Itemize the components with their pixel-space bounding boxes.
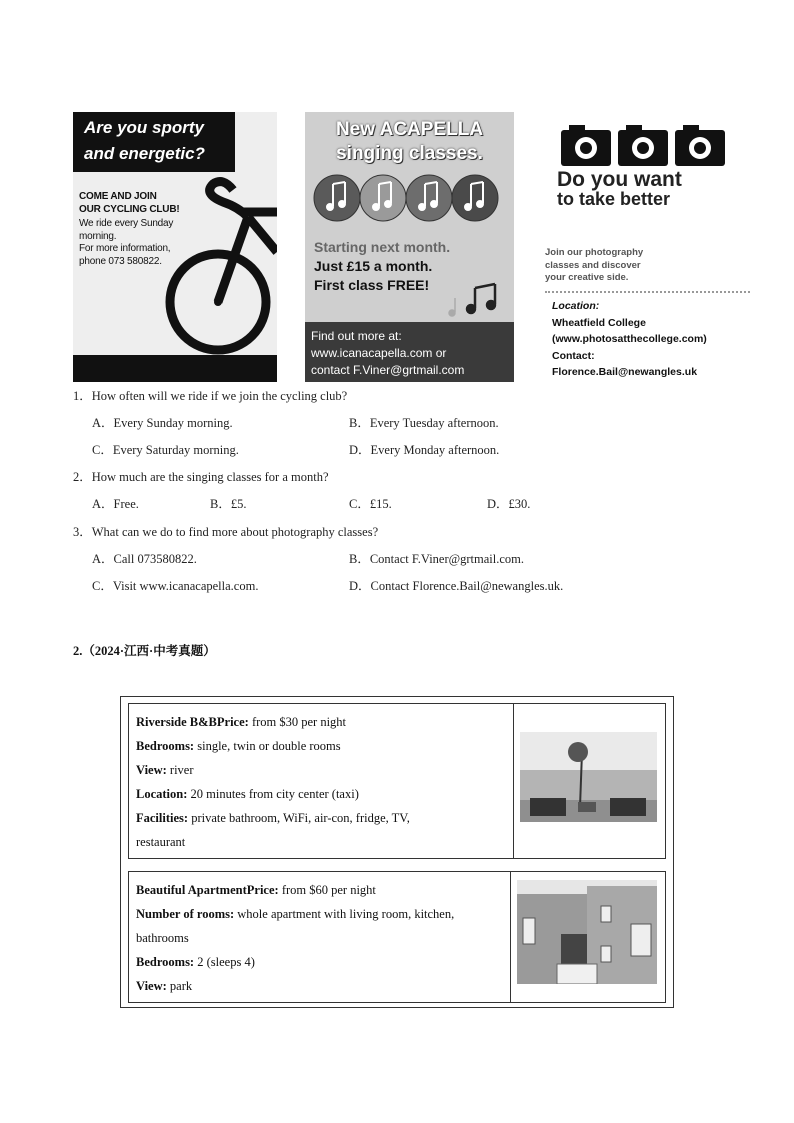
option-c[interactable]: C．Every Saturday morning.	[92, 443, 239, 457]
acapella-title	[305, 118, 514, 166]
detail-row	[136, 974, 454, 998]
detail-label: Bedrooms:	[136, 955, 195, 969]
detail-value: bathrooms	[136, 931, 189, 945]
dotted-divider	[545, 291, 750, 293]
acapella-title-line: New ACAPELLA	[335, 119, 484, 140]
photo-join-line: classes and discover	[545, 259, 641, 271]
acapella-ad	[305, 112, 514, 382]
music-note-bubbles	[313, 172, 508, 234]
photography-ad	[545, 118, 755, 383]
column-divider	[513, 704, 514, 858]
cycling-heading: COME AND JOIN	[79, 191, 157, 202]
photo-headline	[557, 170, 682, 208]
detail-label: View:	[136, 763, 167, 777]
detail-row	[136, 902, 454, 926]
acapella-price: Just £15 a month.	[314, 258, 433, 274]
option-d[interactable]: D．Every Monday afternoon.	[349, 443, 500, 457]
location-name: Wheatfield College	[552, 316, 646, 329]
question-stem: 2．How much are the singing classes for a month?	[73, 470, 329, 484]
detail-value: from $30 per night	[248, 715, 347, 729]
cycling-text: For more information,	[79, 243, 171, 254]
detail-label: Beautiful ApartmentPrice:	[136, 883, 279, 897]
acapella-contact	[305, 322, 514, 382]
detail-row	[136, 950, 454, 974]
contact-label: Contact:	[552, 349, 595, 362]
listing-table	[120, 696, 674, 1008]
detail-value: restaurant	[136, 835, 186, 849]
detail-value: river	[166, 763, 194, 777]
music-note-icon	[445, 280, 505, 320]
option-d[interactable]: D．£30.	[487, 497, 531, 511]
cycling-text: We ride every Sunday	[79, 218, 174, 229]
cycling-text: morning.	[79, 230, 117, 242]
option-c[interactable]: C．£15.	[349, 497, 392, 511]
listing-card-riverside	[128, 703, 666, 859]
detail-row	[136, 758, 410, 782]
location-website: (www.photosatthecollege.com)	[552, 333, 707, 345]
cycling-heading: OUR CYCLING CLUB!	[79, 203, 180, 215]
detail-value: from $60 per night	[278, 883, 376, 897]
apartment-photo	[517, 880, 657, 984]
detail-label: Facilities:	[136, 811, 189, 825]
acapella-title-line: singing classes.	[336, 143, 483, 164]
detail-row	[136, 734, 410, 758]
detail-label: Riverside B&BPrice:	[136, 715, 249, 729]
acapella-email: contact F.Viner@grtmail.com	[311, 363, 465, 377]
detail-label: Bedrooms:	[136, 739, 195, 753]
detail-row	[136, 782, 410, 806]
camera-icon	[561, 122, 729, 166]
detail-label: Number of rooms:	[136, 907, 235, 921]
acapella-contact-line: Find out more at:	[311, 329, 402, 343]
option-d[interactable]: D．Contact Florence.Bail@newangles.uk.	[349, 579, 564, 593]
photo-headline-line: Do you want	[557, 168, 682, 191]
detail-value: 20 minutes from city center (taxi)	[187, 787, 359, 801]
photo-join-text	[545, 247, 643, 285]
listing-details	[136, 878, 454, 998]
column-divider	[510, 872, 511, 1002]
listing-details	[136, 710, 410, 854]
cycling-phone: phone 073 580822.	[79, 255, 162, 267]
contact-email: Florence.Bail@newangles.uk	[552, 366, 698, 378]
photo-join-line: your creative side.	[545, 272, 629, 283]
detail-row	[136, 710, 410, 734]
acapella-website: www.icanacapella.com or	[311, 346, 447, 360]
photo-join-line: Join our photography	[545, 247, 644, 258]
acapella-details	[314, 238, 450, 295]
detail-value: private bathroom, WiFi, air-con, fridge, TV,	[188, 811, 410, 825]
detail-label: View:	[136, 979, 167, 993]
location-label: Location:	[552, 300, 600, 312]
photo-contact-info	[552, 298, 707, 381]
detail-row	[136, 830, 410, 854]
detail-row	[136, 926, 454, 950]
detail-row	[136, 878, 454, 902]
question-stem: 3．What can we do to find more about photography classes?	[73, 525, 379, 539]
cycling-headline	[73, 112, 235, 172]
listing-card-apartment	[128, 871, 666, 1003]
detail-row	[136, 806, 410, 830]
detail-value: park	[166, 979, 193, 993]
headline-line: and energetic?	[84, 144, 205, 163]
headline-line: Are you sporty	[84, 118, 204, 137]
cycling-club-ad	[73, 112, 277, 382]
acapella-start: Starting next month.	[314, 239, 451, 255]
section-title: 2.（2024·江西·中考真题）	[73, 644, 216, 658]
cycling-footer-bar	[73, 355, 277, 382]
acapella-free-class: First class FREE!	[314, 277, 430, 293]
detail-label: Location:	[136, 787, 188, 801]
photo-headline-line: to take better	[557, 189, 671, 209]
option-a[interactable]: A．Call 073580822.	[92, 552, 197, 566]
detail-value: 2 (sleeps 4)	[194, 955, 255, 969]
riverside-photo	[520, 732, 657, 822]
option-b[interactable]: B．Every Tuesday afternoon.	[349, 416, 499, 430]
option-b[interactable]: B．£5.	[210, 497, 247, 511]
question-stem: 1．How often will we ride if we join the cycling club?	[73, 389, 348, 403]
option-b[interactable]: B．Contact F.Viner@grtmail.com.	[349, 552, 525, 566]
option-a[interactable]: A．Free.	[92, 497, 139, 511]
cycling-body	[79, 191, 199, 268]
detail-value: whole apartment with living room, kitchen,	[234, 907, 455, 921]
option-a[interactable]: A．Every Sunday morning.	[92, 416, 233, 430]
detail-value: single, twin or double rooms	[194, 739, 341, 753]
option-c[interactable]: C．Visit www.icanacapella.com.	[92, 579, 259, 593]
